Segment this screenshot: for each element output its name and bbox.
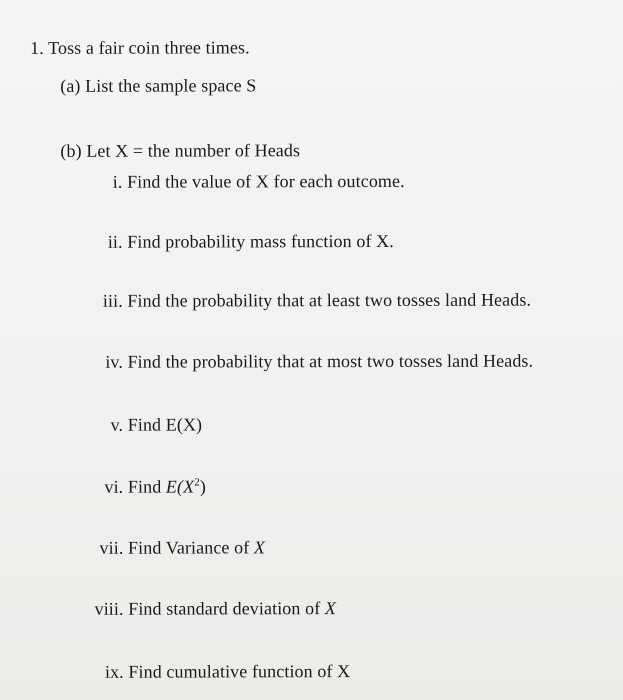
subitem-text-prefix: Find: [127, 476, 166, 497]
subitem-v: [91, 414, 202, 435]
subitem-text: Find cumulative function of X: [128, 661, 351, 682]
subitem-i: [90, 171, 404, 193]
subitem-text-prefix: Find Variance of: [128, 537, 254, 558]
part-a-label: (a): [60, 75, 81, 96]
part-a-text: List the sample space S: [85, 75, 257, 96]
math-expression: E(X: [165, 476, 195, 497]
subitem-ix: [92, 661, 351, 683]
part-b: [60, 140, 300, 162]
subitem-iv: [91, 351, 533, 373]
subitem-label: vi.: [104, 476, 124, 497]
subitem-label: ii.: [107, 231, 123, 252]
subitem-text-prefix: Find standard deviation of: [128, 598, 325, 619]
subitem-label: i.: [112, 171, 123, 192]
subitem-vi: [91, 476, 206, 497]
subitem-viii: [86, 598, 336, 620]
math-variable: X: [324, 598, 337, 619]
math-variable: X: [253, 537, 266, 558]
problem-statement: Toss a fair coin three times.: [48, 37, 250, 58]
part-b-text: Let X = the number of Heads: [86, 140, 301, 161]
math-exponent: 2: [194, 476, 200, 489]
subitem-label: iv.: [105, 351, 123, 372]
math-close: ): [199, 476, 206, 497]
subitem-label: v.: [110, 414, 124, 435]
part-b-label: (b): [60, 140, 82, 161]
subitem-label: ix.: [104, 661, 124, 682]
problem-number: 1.: [30, 37, 44, 58]
subitem-label: vii.: [99, 537, 124, 558]
problem-1: [30, 37, 250, 59]
subitem-label: iii.: [102, 290, 123, 311]
subitem-ii: [91, 231, 394, 253]
subitem-text: Find the probability that at least two tosses land Heads.: [127, 289, 532, 311]
subitem-text: Find the value of X for each outcome.: [127, 170, 405, 192]
subitem-text: Find probability mass function of X.: [127, 230, 394, 252]
subitem-text: Find E(X): [127, 414, 203, 435]
subitem-text: Find the probability that at most two tosses land Heads.: [127, 350, 534, 372]
subitem-vii: [91, 537, 265, 558]
subitem-iii: [91, 290, 531, 312]
part-a: [60, 75, 256, 97]
subitem-label: viii.: [94, 598, 124, 619]
